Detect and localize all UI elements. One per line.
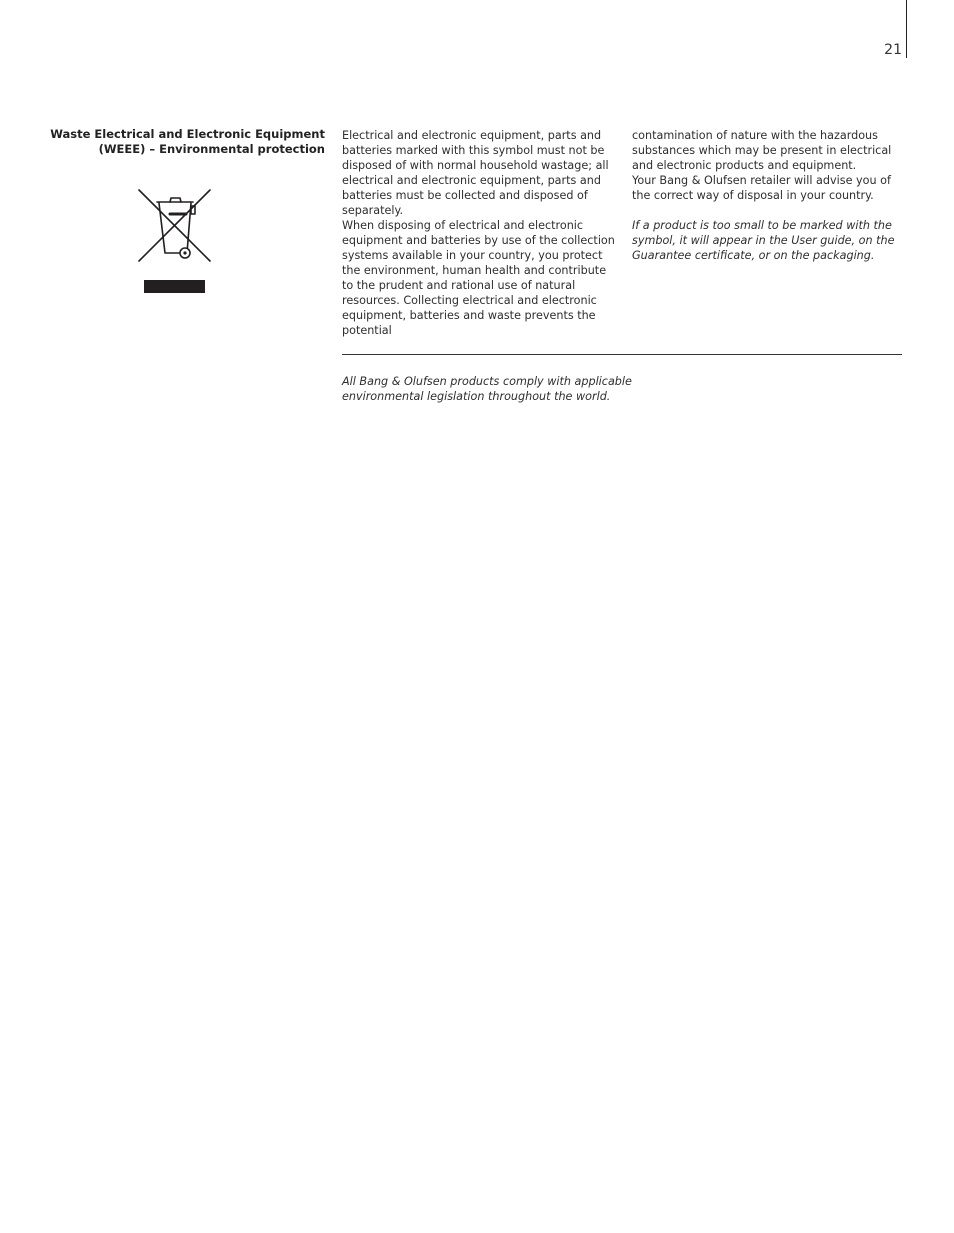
body-column-2 — [632, 128, 907, 263]
crossed-out-wheelie-bin-icon — [138, 189, 212, 263]
section-heading — [40, 127, 325, 157]
margin-rule — [906, 0, 907, 58]
page-number: 21 — [884, 42, 902, 58]
section-heading-line-2: (WEEE) – Environmental protection — [98, 142, 325, 156]
paragraph: When disposing of electrical and electronic equipment and batteries by use of the collection systems available in your country, you protect the environment, human health and contribute to the prudent and rational use of natural resources. Collecting electrical and electronic equipment, batteries and waste prevents the potential — [342, 219, 615, 337]
paragraph: Your Bang & Olufsen retailer will advise you of the correct way of disposal in your country. — [632, 174, 891, 202]
compliance-footnote: All Bang & Olufsen products comply with applicable environmental legislation throughout the world. — [342, 375, 632, 403]
weee-symbol-bar — [144, 280, 205, 293]
section-heading-line-1: Waste Electrical and Electronic Equipment — [50, 127, 325, 141]
paragraph: Electrical and electronic equipment, parts and batteries marked with this symbol must not be disposed of with normal household wastage; all electrical and electronic equipment, parts and batteries must be collected and disposed of separately. — [342, 129, 609, 217]
section-divider — [342, 354, 902, 355]
paragraph: contamination of nature with the hazardous substances which may be present in electrical and electronic products and equipment. — [632, 129, 892, 172]
small-product-note: If a product is too small to be marked with the symbol, it will appear in the User guide, on the Guarantee certificate, or on the packaging. — [632, 219, 895, 262]
body-column-1 — [342, 128, 617, 338]
